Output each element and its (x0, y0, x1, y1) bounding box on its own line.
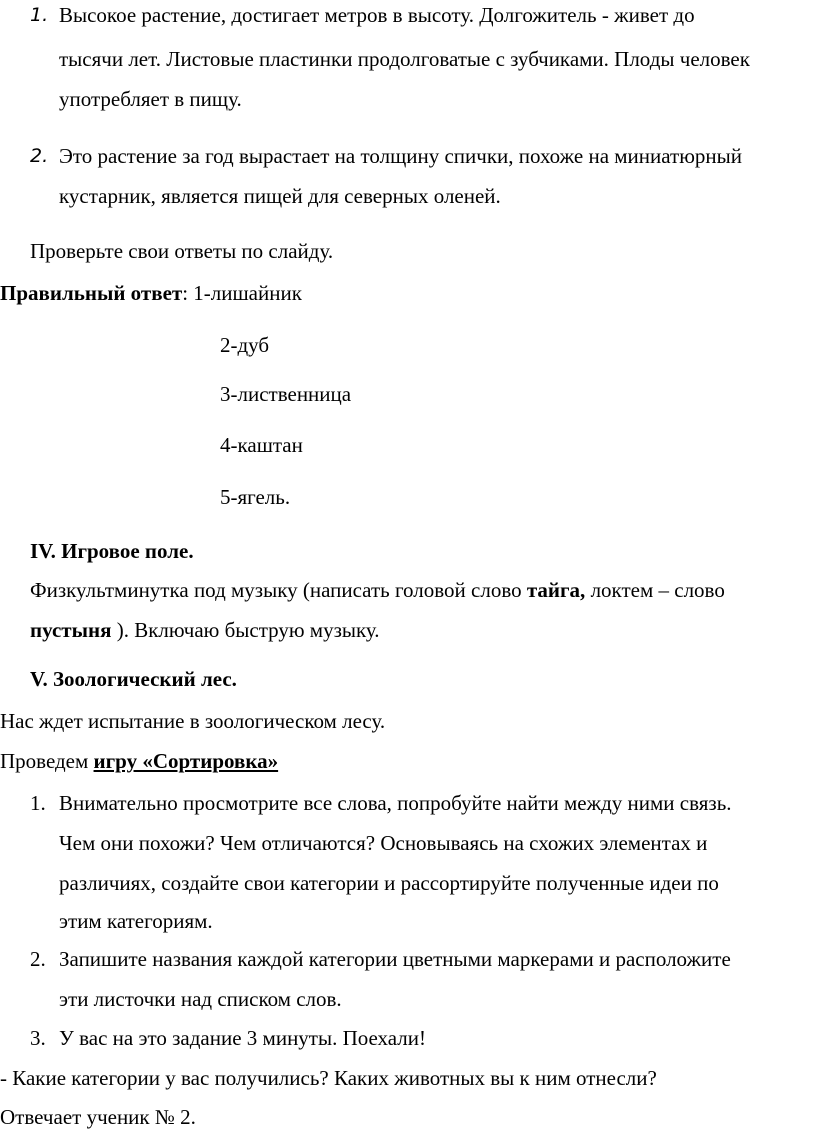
step-1-line-2: Чем они похожи? Чем отличаются? Основываясь на схожих элементах и (59, 831, 708, 855)
step-2-number: 2. (30, 947, 46, 971)
step-3-number: 3. (30, 1026, 46, 1050)
section-4-text-a: Физкультминутка под музыку (написать головой слово (30, 578, 527, 602)
section-5-text-a: Проведем (0, 749, 94, 773)
answer-5: 5-ягель. (220, 485, 291, 509)
word-taiga: тайга, (526, 578, 586, 602)
section-4-text-d: ). Включаю быструю музыку. (111, 618, 380, 642)
item-1-number: 1. (30, 4, 49, 26)
section-4-text-c: локтем – слово (585, 578, 725, 602)
step-1-number: 1. (30, 791, 46, 815)
item-1-line-1: Высокое растение, достигает метров в высоту. Долгожитель - живет до (59, 3, 695, 27)
student-answerer: Отвечает ученик № 2. (0, 1105, 196, 1129)
step-2-line-2: эти листочки над списком слов. (59, 987, 342, 1011)
item-1-line-2: тысячи лет. Листовые пластинки продолговатые с зубчиками. Плоды человек (59, 47, 750, 71)
section-4-title (30, 538, 194, 564)
section-5-title-text: V. Зоологический лес. (30, 667, 237, 691)
section-4-paragraph-line-2 (30, 617, 380, 643)
check-instruction: Проверьте свои ответы по слайду. (30, 239, 334, 263)
step-1-line-1: Внимательно просмотрите все слова, попробуйте найти между ними связь. (59, 791, 732, 815)
word-desert: пустыня (30, 618, 112, 642)
section-5-paragraph-1: Нас ждет испытание в зоологическом лесу. (0, 709, 386, 733)
answer-2: 2-дуб (220, 333, 270, 357)
step-1-line-3: различиях, создайте свои категории и рассортируйте полученные идеи по (59, 871, 719, 895)
item-1-line-3: употребляет в пищу. (59, 87, 242, 111)
answer-4: 4-каштан (220, 433, 303, 457)
answer-colon: : (182, 281, 194, 305)
step-2-line-1: Запишите названия каждой категории цветными маркерами и расположите (59, 947, 731, 971)
section-5-paragraph-2 (0, 748, 278, 774)
section-5-title (30, 666, 237, 692)
section-4-title-text: IV. Игровое поле. (30, 539, 194, 563)
answer-first-line (0, 280, 302, 306)
step-3-line-1: У вас на это задание 3 минуты. Поехали! (59, 1026, 426, 1050)
step-1-line-4: этим категориям. (59, 909, 213, 933)
answer-label: Правильный ответ (0, 281, 183, 305)
section-4-paragraph-line-1 (30, 577, 725, 603)
answer-3: 3-лиственница (220, 382, 352, 406)
game-sorting-title: игру «Сортировка» (93, 749, 279, 773)
item-2-number: 2. (30, 145, 49, 167)
answer-1: 1-лишайник (193, 281, 302, 305)
item-2-line-1: Это растение за год вырастает на толщину спички, похоже на миниатюрный (59, 144, 743, 168)
teacher-question: - Какие категории у вас получились? Каких животных вы к ним отнесли? (0, 1066, 657, 1090)
item-2-line-2: кустарник, является пищей для северных оленей. (59, 184, 501, 208)
